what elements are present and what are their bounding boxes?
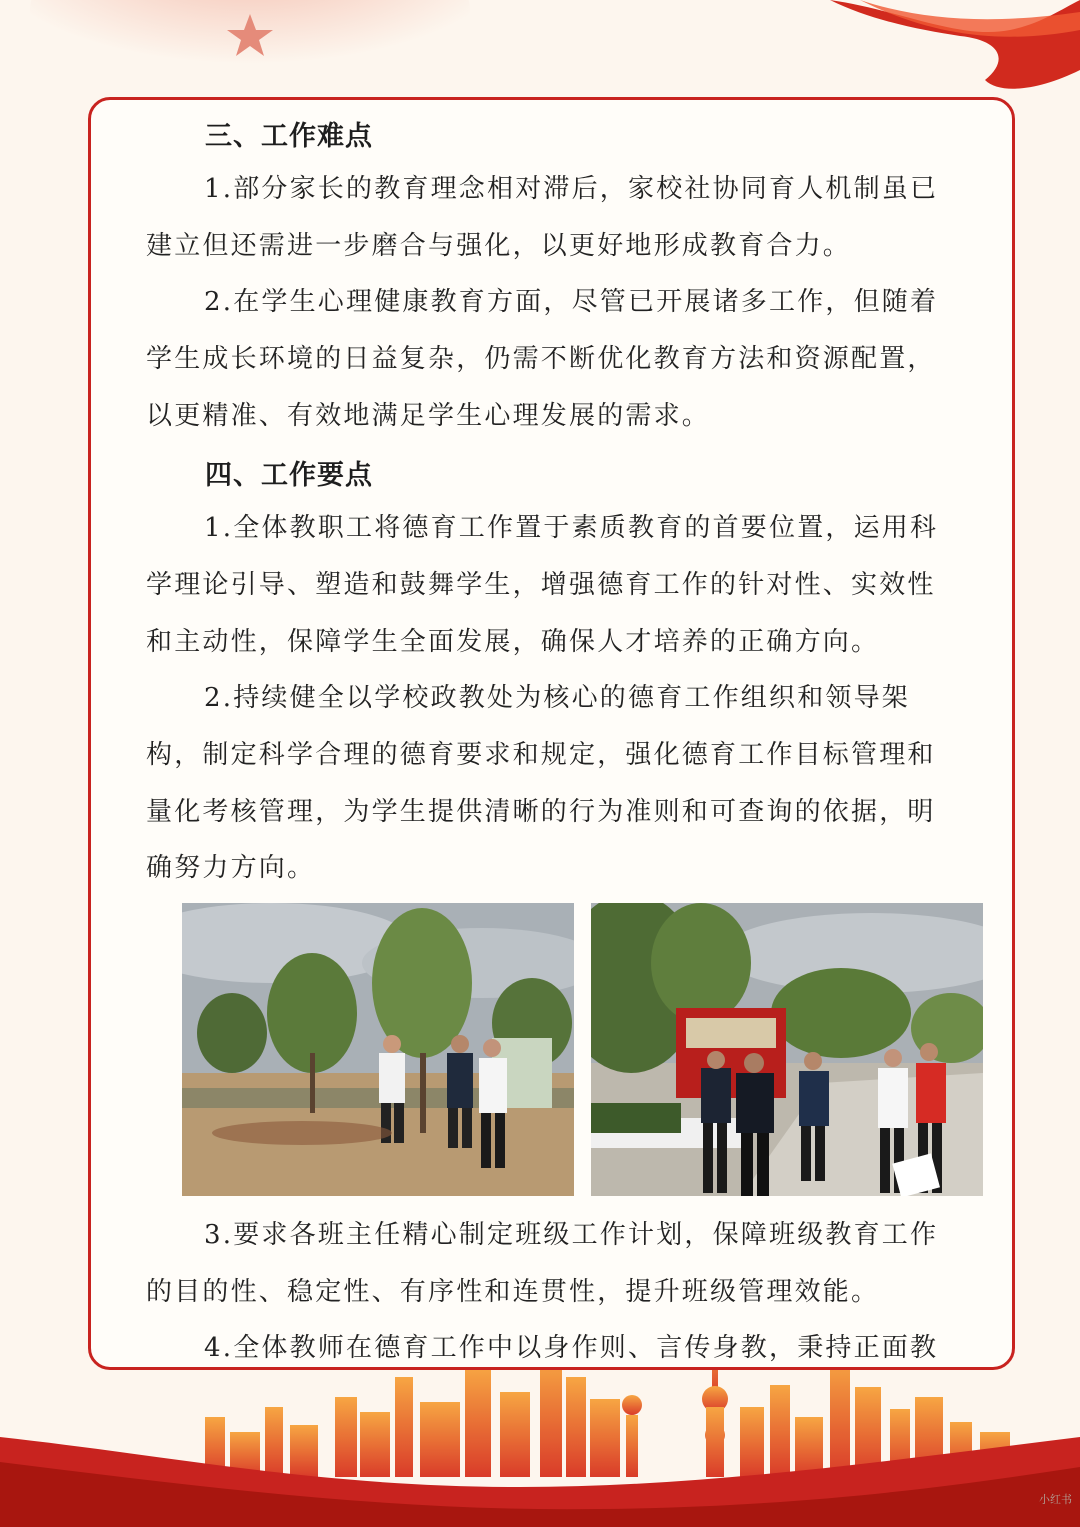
paragraph-keypoint-3 — [146, 1207, 946, 1321]
text-line: 1.全体教职工将德育工作置于素质教育的首要位置，运用科 — [204, 513, 939, 543]
paragraph-difficulty-2 — [146, 274, 946, 444]
section-title-key-points: 四、工作要点 — [205, 460, 373, 491]
text-line: 和主动性，保障学生全面发展，确保人才培养的正确方向。 — [146, 626, 880, 657]
text-line: 2.在学生心理健康教育方面，尽管已开展诸多工作，但随着 — [204, 287, 939, 317]
text-line: 3.要求各班主任精心制定班级工作计划，保障班级教育工作 — [204, 1220, 939, 1250]
text-line: 确努力方向。 — [146, 853, 316, 884]
paragraph-keypoint-1 — [146, 500, 946, 670]
watermark-logo: 小红书 — [1039, 1493, 1072, 1506]
section-title-difficulties: 三、工作难点 — [205, 121, 373, 152]
text-line: 4.全体教师在德育工作中以身作则、言传身教，秉持正面教 — [204, 1333, 939, 1363]
photo-campus-inspection-left — [182, 903, 574, 1196]
text-line: 以更精准、有效地满足学生心理发展的需求。 — [146, 400, 711, 431]
text-line: 2.持续健全以学校政教处为核心的德育工作组织和领导架 — [204, 683, 911, 713]
text-line: 学理论引导、塑造和鼓舞学生，增强德育工作的针对性、实效性 — [146, 569, 936, 600]
text-line: 量化考核管理，为学生提供清晰的行为准则和可查询的依据，明 — [146, 796, 936, 827]
text-line: 建立但还需进一步磨合与强化，以更好地形成教育合力。 — [146, 230, 852, 261]
top-decoration — [0, 0, 1080, 110]
text-line: 的目的性、稳定性、有序性和连贯性，提升班级管理效能。 — [146, 1276, 880, 1307]
paragraph-difficulty-1 — [146, 161, 946, 275]
paragraph-keypoint-2 — [146, 670, 946, 897]
text-line: 构，制定科学合理的德育要求和规定，强化德育工作目标管理和 — [146, 739, 936, 770]
text-line: 1.部分家长的教育理念相对滞后，家校社协同育人机制虽已 — [204, 174, 939, 204]
text-line: 学生成长环境的日益复杂，仍需不断优化教育方法和资源配置， — [146, 343, 936, 374]
paragraph-keypoint-4 — [146, 1320, 946, 1377]
photo-campus-inspection-right — [591, 903, 983, 1196]
